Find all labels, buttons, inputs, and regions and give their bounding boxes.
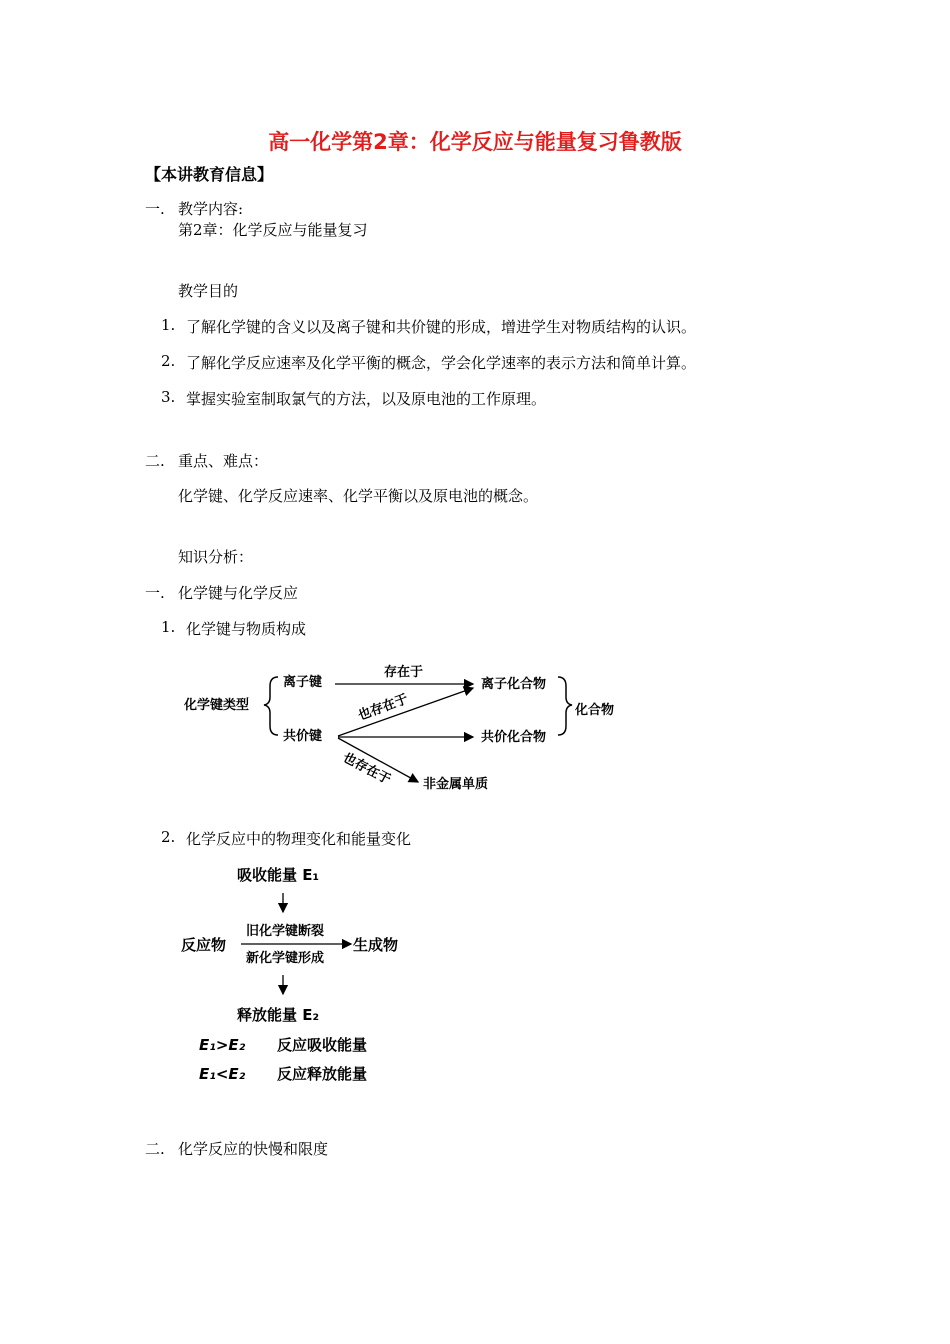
part1-label: 化学键与化学反应 [178, 584, 299, 602]
list-item: 了解化学反应速率及化学平衡的概念，学会化学速率的表示方法和简单计算。 [186, 354, 697, 372]
old-bond-break-label: 旧化学键断裂 [246, 924, 325, 939]
sub2-label: 化学反应中的物理变化和能量变化 [186, 830, 412, 848]
exists-in-label: 存在于 [384, 665, 424, 680]
part2-label: 化学反应的快慢和限度 [178, 1140, 329, 1158]
objectives-heading: 教学目的 [178, 282, 239, 300]
right-brace [558, 677, 572, 735]
release-energy-label: 释放能量 E₂ [237, 1006, 320, 1024]
compound-label: 化合物 [575, 703, 615, 718]
list-item: 了解化学键的含义以及离子键和共价键的形成，增进学生对物质结构的认识。 [186, 318, 697, 336]
sub1-number: 1. [161, 618, 176, 636]
sec1-content: 第2章：化学反应与能量复习 [178, 221, 368, 239]
covalent-compound-label: 共价化合物 [481, 730, 547, 745]
ionic-bond-label: 离子键 [283, 675, 323, 690]
also-exists-in-label-upper: 也存在于 [356, 691, 411, 724]
sec2-content: 化学键、化学反应速率、化学平衡以及原电池的概念。 [178, 487, 539, 505]
new-bond-form-label: 新化学键形成 [246, 951, 325, 966]
document-title: 高一化学第2章：化学反应与能量复习鲁教版 [268, 130, 682, 154]
nonmetal-element-label: 非金属单质 [423, 777, 489, 792]
result-release-label: 反应释放能量 [277, 1065, 368, 1083]
also-exists-in-label-lower: 也存在于 [340, 750, 394, 788]
left-brace [264, 677, 278, 735]
list-item-number: 1. [161, 316, 176, 334]
product-label: 生成物 [353, 936, 399, 954]
energy-change-diagram [175, 860, 435, 1090]
bond-type-diagram [170, 650, 640, 800]
section-header: 【本讲教育信息】 [145, 165, 274, 184]
ionic-compound-label: 离子化合物 [481, 677, 547, 692]
part1-number: 一. [145, 584, 165, 602]
bond-type-label: 化学键类型 [184, 698, 250, 713]
list-item-number: 2. [161, 352, 176, 370]
condition-e1-less: E₁<E₂ [199, 1065, 246, 1083]
absorb-energy-label: 吸收能量 E₁ [237, 866, 320, 884]
reactant-label: 反应物 [181, 936, 227, 954]
list-item-number: 3. [161, 388, 176, 406]
sub2-number: 2. [161, 828, 176, 846]
sub1-label: 化学键与物质构成 [186, 620, 307, 638]
analysis-heading: 知识分析： [178, 548, 254, 566]
sec1-label: 教学内容: [178, 200, 244, 218]
sec2-label: 重点、难点： [178, 452, 269, 470]
sec1-number: 一. [145, 200, 165, 218]
condition-e1-greater: E₁>E₂ [199, 1036, 246, 1054]
result-absorb-label: 反应吸收能量 [277, 1036, 368, 1054]
list-item: 掌握实验室制取氯气的方法，以及原电池的工作原理。 [186, 390, 547, 408]
sec2-number: 二. [145, 452, 165, 470]
part2-number: 二. [145, 1140, 165, 1158]
covalent-bond-label: 共价键 [283, 729, 323, 744]
